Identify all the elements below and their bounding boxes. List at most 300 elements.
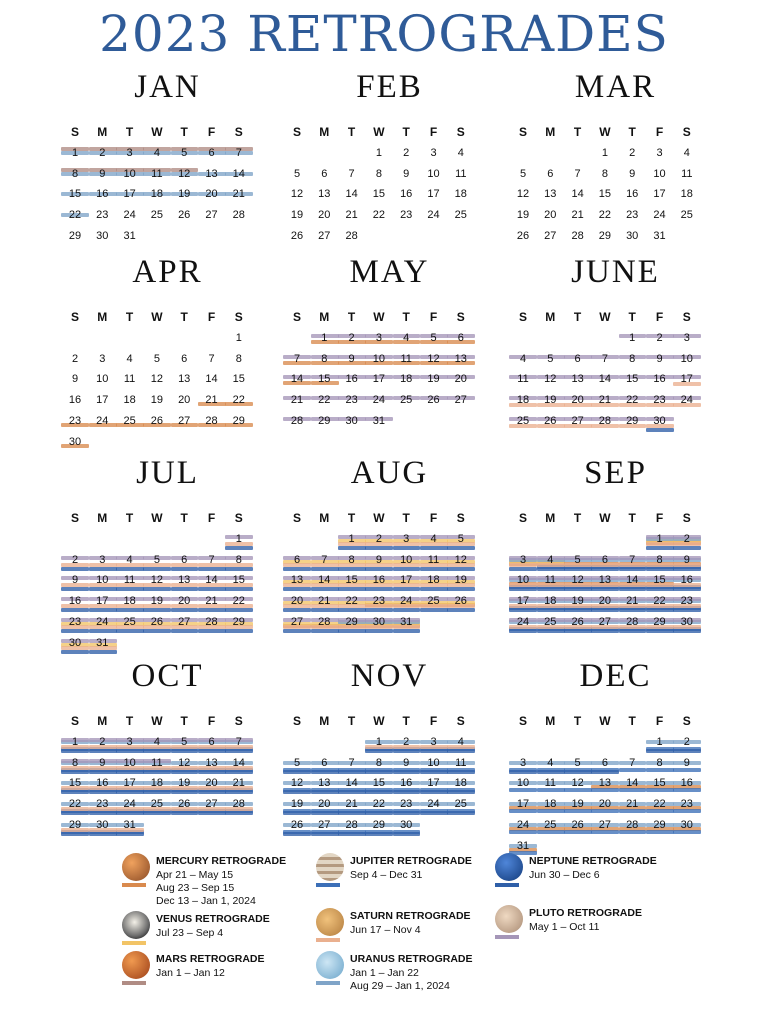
calendar-day: 3 [430, 147, 437, 159]
calendar-day: 5 [153, 553, 160, 566]
calendar-day: 29 [232, 615, 245, 628]
calendar-day: 24 [400, 595, 413, 608]
weekday-label: W [151, 310, 163, 324]
calendar-day: 7 [348, 167, 355, 180]
calendar-day: 15 [318, 373, 331, 386]
calendar-day: 28 [205, 615, 218, 628]
calendar-day: 18 [680, 188, 693, 201]
neptune-retrograde-bar [338, 546, 366, 550]
calendar-day: 16 [653, 373, 666, 386]
calendar-day: 19 [290, 209, 304, 222]
calendar-day: 4 [683, 147, 690, 159]
neptune-retrograde-bar [365, 770, 393, 774]
neptune-retrograde-bar [365, 749, 393, 753]
calendar-day: 13 [571, 373, 584, 386]
calendar-day: 9 [656, 352, 663, 365]
calendar-day: 11 [151, 167, 163, 180]
weekday-label: S [518, 511, 527, 525]
neptune-retrograde-bar [61, 832, 89, 836]
calendar-day: 21 [626, 595, 639, 608]
calendar-day: 11 [151, 756, 163, 769]
neptune-retrograde-bar [591, 770, 619, 774]
neptune-retrograde-bar [116, 587, 144, 591]
calendar-day: 19 [150, 394, 164, 407]
neptune-retrograde-bar [447, 749, 475, 753]
calendar-day: 13 [178, 373, 191, 386]
calendar-day: 16 [372, 574, 386, 587]
weekday-label: F [207, 125, 216, 139]
calendar-day: 18 [123, 595, 136, 608]
neptune-retrograde-bar [61, 629, 89, 633]
calendar-day: 14 [290, 373, 304, 386]
neptune-retrograde-bar [420, 790, 448, 794]
uranus-icon [316, 951, 344, 979]
calendar-day: 4 [126, 553, 133, 566]
calendar-day: 29 [372, 818, 386, 831]
calendar-day: 28 [571, 229, 584, 242]
weekday-label: F [207, 714, 216, 728]
calendar-day: 3 [656, 147, 663, 159]
weekday-label: T [402, 714, 410, 728]
calendar-day: 6 [574, 352, 581, 365]
neptune-retrograde-bar [420, 567, 448, 571]
calendar-day: 10 [123, 167, 136, 180]
calendar-day: 29 [653, 615, 666, 628]
calendar-day: 25 [454, 209, 467, 222]
weekday-label: F [655, 511, 664, 525]
neptune-retrograde-bar [311, 629, 339, 633]
neptune-retrograde-bar [338, 629, 366, 633]
neptune-retrograde-bar [116, 567, 144, 571]
month-aug [287, 456, 492, 646]
calendar-day: 4 [547, 756, 554, 769]
calendar-day: 14 [205, 373, 218, 386]
calendar-day: 11 [123, 373, 136, 386]
neptune-retrograde-bar [420, 770, 448, 774]
calendar-day: 7 [629, 553, 636, 566]
neptune-retrograde-bar [646, 428, 674, 432]
calendar-day: 2 [375, 533, 382, 545]
neptune-retrograde-bar [198, 567, 226, 571]
neptune-retrograde-bar [447, 770, 475, 774]
neptune-retrograde-bar [393, 546, 421, 550]
legend-date-range: Sep 4 – Dec 31 [350, 869, 423, 881]
weekday-label: T [125, 310, 134, 324]
calendar-day: 16 [400, 188, 413, 201]
calendar-day: 25 [150, 798, 164, 811]
neptune-retrograde-bar [61, 770, 89, 774]
calendar-day: 28 [205, 414, 218, 427]
neptune-retrograde-bar [591, 567, 619, 571]
calendar-day: 24 [427, 798, 440, 811]
calendar-day: 14 [571, 188, 584, 201]
weekday-label: S [70, 714, 79, 728]
calendar-day: 6 [181, 352, 188, 365]
neptune-retrograde-bar [283, 608, 311, 612]
month-name: AUG [350, 455, 429, 491]
neptune-retrograde-bar [591, 587, 619, 591]
calendar-day: 29 [345, 615, 358, 628]
month-name: OCT [131, 658, 204, 694]
calendar-day: 24 [516, 615, 530, 628]
legend-date-range: Apr 21 – May 15 [156, 869, 234, 881]
calendar-day: 12 [290, 777, 304, 790]
calendar-day: 17 [96, 394, 109, 407]
neptune-retrograde-bar [116, 770, 144, 774]
calendar-day: 18 [544, 798, 557, 811]
calendar-day: 6 [321, 756, 328, 769]
calendar-day: 15 [68, 188, 82, 201]
neptune-retrograde-bar [61, 650, 89, 654]
calendar-day: 25 [427, 595, 440, 608]
calendar-day: 14 [345, 777, 358, 790]
calendar-day: 28 [232, 798, 245, 811]
weekday-label: T [347, 310, 356, 324]
neptune-retrograde-bar [365, 811, 393, 815]
calendar-day: 8 [348, 553, 355, 566]
calendar-day: 30 [626, 229, 639, 242]
calendar-day: 5 [574, 553, 581, 566]
calendar-day: 23 [680, 798, 693, 811]
calendar-day: 29 [68, 818, 82, 831]
neptune-retrograde-bar [283, 790, 311, 794]
neptune-retrograde-bar [591, 629, 619, 633]
mars-color-swatch [122, 981, 146, 985]
calendar-day: 21 [205, 595, 218, 608]
calendar-day: 2 [99, 147, 106, 159]
weekday-label: T [628, 511, 636, 525]
calendar-day: 2 [71, 553, 79, 566]
calendar-day: 31 [123, 229, 136, 242]
calendar-day: 23 [400, 209, 413, 222]
calendar-day: 19 [571, 595, 584, 608]
weekday-label: T [180, 714, 188, 728]
neptune-retrograde-bar [537, 587, 565, 591]
neptune-retrograde-bar [393, 770, 421, 774]
neptune-retrograde-bar [225, 608, 253, 612]
calendar-day: 26 [290, 818, 304, 831]
weekday-label: M [319, 310, 330, 324]
calendar-day: 16 [680, 777, 693, 790]
calendar-day: 6 [181, 553, 188, 566]
legend-date-range: May 1 – Oct 11 [529, 921, 600, 933]
calendar-day: 30 [680, 615, 693, 628]
calendar-day: 12 [544, 373, 557, 386]
saturn-icon [316, 908, 344, 936]
calendar-day: 5 [547, 352, 554, 365]
neptune-retrograde-bar [143, 811, 171, 815]
calendar-day: 10 [400, 553, 413, 566]
calendar-day: 12 [150, 574, 164, 587]
neptune-retrograde-bar [564, 608, 592, 612]
calendar-day: 3 [99, 553, 106, 566]
calendar-day: 29 [232, 414, 245, 427]
calendar-day: 10 [516, 574, 530, 587]
neptune-retrograde-bar [283, 629, 311, 633]
calendar-day: 4 [153, 147, 160, 159]
calendar-day: 1 [235, 533, 242, 545]
month-sep [513, 456, 718, 646]
neptune-retrograde-bar [338, 832, 366, 836]
weekday-label: S [518, 125, 527, 139]
calendar-day: 25 [680, 209, 693, 222]
weekday-label: W [599, 714, 611, 728]
calendar-day: 21 [232, 777, 245, 790]
calendar-day: 12 [571, 777, 584, 790]
venus-icon [122, 911, 150, 939]
calendar-day: 27 [544, 229, 557, 242]
calendar-day: 18 [150, 188, 164, 201]
legend-planet-name: SATURN RETROGRADE [350, 910, 471, 922]
neptune-retrograde-bar [619, 567, 647, 571]
calendar-day: 12 [427, 352, 440, 365]
pluto-color-swatch [495, 935, 519, 939]
calendar-day: 2 [403, 147, 410, 159]
neptune-retrograde-bar [619, 587, 647, 591]
calendar-day: 31 [516, 839, 530, 852]
calendar-day: 28 [626, 818, 639, 831]
calendar-day: 3 [126, 147, 133, 159]
calendar-day: 5 [430, 332, 437, 344]
neptune-retrograde-bar [420, 546, 448, 550]
weekday-label: M [545, 511, 556, 525]
calendar-day: 15 [598, 188, 612, 201]
calendar-day: 4 [457, 736, 464, 748]
calendar-day: 1 [375, 147, 382, 159]
calendar-day: 9 [71, 373, 79, 386]
neptune-retrograde-bar [591, 608, 619, 612]
calendar-day: 27 [318, 229, 331, 242]
weekday-label: W [373, 714, 385, 728]
month-name: JAN [134, 69, 201, 105]
calendar-day: 19 [178, 777, 191, 790]
calendar-day: 16 [345, 373, 358, 386]
neptune-retrograde-bar [171, 790, 199, 794]
legend-date-range: Jun 17 – Nov 4 [350, 924, 421, 936]
month-may [287, 255, 492, 445]
weekday-label: S [682, 310, 691, 324]
calendar-day: 10 [123, 756, 136, 769]
calendar-day: 22 [653, 798, 666, 811]
jupiter-icon [316, 853, 344, 881]
neptune-retrograde-bar [311, 790, 339, 794]
neptune-retrograde-bar [61, 811, 89, 815]
calendar-day: 26 [571, 615, 584, 628]
calendar-day: 7 [208, 352, 215, 365]
calendar-day: 18 [400, 373, 413, 386]
calendar-day: 10 [516, 777, 530, 790]
calendar-day: 24 [653, 209, 666, 222]
calendar-day: 5 [293, 167, 301, 180]
neptune-retrograde-bar [537, 629, 565, 633]
calendar-day: 2 [629, 147, 636, 159]
neptune-retrograde-bar [338, 567, 366, 571]
neptune-retrograde-bar [365, 608, 393, 612]
calendar-day: 27 [205, 209, 218, 222]
neptune-retrograde-bar [116, 749, 144, 753]
calendar-day: 26 [178, 209, 191, 222]
calendar-day: 13 [205, 167, 218, 180]
calendar-day: 10 [96, 574, 109, 587]
month-name: JUNE [571, 254, 660, 290]
calendar-day: 7 [629, 756, 636, 769]
calendar-day: 13 [290, 574, 304, 587]
neptune-retrograde-bar [338, 587, 366, 591]
calendar-day: 15 [653, 777, 666, 790]
weekday-label: S [234, 714, 243, 728]
neptune-retrograde-bar [225, 749, 253, 753]
calendar-day: 5 [153, 352, 160, 365]
page-title: 2023 RETROGRADES [99, 5, 669, 63]
calendar-day: 29 [653, 818, 666, 831]
calendar-day: 14 [598, 373, 612, 386]
calendar-day: 20 [318, 798, 331, 811]
neptune-retrograde-bar [61, 749, 89, 753]
neptune-retrograde-bar [447, 608, 475, 612]
calendar-day: 13 [318, 777, 331, 790]
calendar-day: 23 [68, 615, 82, 628]
calendar-day: 8 [235, 352, 242, 365]
month-name: DEC [579, 658, 652, 694]
weekday-label: F [429, 714, 438, 728]
neptune-retrograde-bar [225, 770, 253, 774]
calendar-day: 4 [126, 352, 133, 365]
calendar-day: 25 [544, 818, 557, 831]
weekday-label: W [373, 511, 385, 525]
jupiter-color-swatch [316, 883, 340, 887]
calendar-day: 16 [68, 595, 82, 608]
weekday-label: S [234, 310, 243, 324]
month-name: FEB [356, 69, 423, 105]
neptune-retrograde-bar [365, 629, 393, 633]
weekday-label: F [429, 125, 438, 139]
calendar-day: 15 [68, 777, 82, 790]
calendar-day: 26 [150, 615, 164, 628]
calendar-day: 27 [178, 414, 191, 427]
calendar-day: 18 [123, 394, 136, 407]
calendar-day: 3 [126, 736, 133, 748]
neptune-retrograde-bar [564, 629, 592, 633]
calendar-day: 22 [653, 595, 666, 608]
calendar-day: 25 [516, 414, 530, 427]
month-oct [65, 659, 270, 849]
calendar-day: 23 [68, 414, 82, 427]
neptune-retrograde-bar [311, 811, 339, 815]
calendar-day: 8 [235, 553, 242, 566]
weekday-label: T [573, 125, 582, 139]
calendar-day: 26 [544, 414, 557, 427]
calendar-day: 22 [232, 394, 245, 407]
mars-icon [122, 951, 150, 979]
calendar-day: 27 [290, 615, 304, 628]
calendar-day: 13 [454, 352, 467, 365]
calendar-day: 1 [71, 736, 79, 748]
weekday-label: M [545, 714, 556, 728]
neptune-retrograde-bar [509, 629, 537, 633]
calendar-day: 1 [601, 147, 608, 159]
neptune-retrograde-bar [116, 790, 144, 794]
calendar-day: 13 [598, 574, 612, 587]
calendar-day: 15 [626, 373, 639, 386]
calendar-day: 25 [123, 615, 136, 628]
neptune-retrograde-bar [447, 546, 475, 550]
neptune-retrograde-bar [198, 790, 226, 794]
neptune-retrograde-bar [509, 608, 537, 612]
calendar-day: 4 [519, 352, 527, 365]
neptune-retrograde-bar [646, 629, 674, 633]
neptune-retrograde-bar [673, 587, 701, 591]
month-nov [287, 659, 492, 849]
neptune-retrograde-bar [311, 567, 339, 571]
neptune-retrograde-bar [143, 790, 171, 794]
calendar-day: 24 [427, 209, 440, 222]
calendar-day: 21 [626, 798, 639, 811]
calendar-day: 26 [516, 229, 530, 242]
month-name: MAR [574, 69, 657, 105]
calendar-day: 28 [318, 615, 331, 628]
calendar-day: 22 [345, 595, 358, 608]
calendar-day: 2 [683, 533, 690, 545]
calendar-day: 11 [400, 352, 412, 365]
calendar-day: 16 [96, 777, 109, 790]
weekday-label: S [70, 125, 79, 139]
calendar-day: 18 [516, 394, 530, 407]
calendar-day: 18 [454, 188, 467, 201]
neptune-retrograde-bar [171, 770, 199, 774]
calendar-day: 20 [571, 394, 584, 407]
calendar-day: 17 [653, 188, 666, 201]
calendar-day: 17 [516, 798, 530, 811]
calendar-day: 24 [96, 615, 109, 628]
calendar-day: 8 [629, 352, 636, 365]
weekday-label: W [151, 125, 163, 139]
weekday-label: F [655, 310, 664, 324]
calendar-day: 11 [544, 777, 556, 790]
calendar-day: 29 [626, 414, 639, 427]
calendar-day: 24 [123, 798, 136, 811]
calendar-day: 27 [318, 818, 331, 831]
calendar-day: 7 [601, 352, 608, 365]
calendar-day: 19 [571, 798, 584, 811]
calendar-day: 26 [427, 394, 440, 407]
weekday-label: S [70, 511, 79, 525]
calendar-day: 11 [681, 167, 693, 180]
neptune-retrograde-bar [198, 749, 226, 753]
legend-planet-name: NEPTUNE RETROGRADE [529, 855, 657, 867]
calendar-day: 22 [318, 394, 331, 407]
calendar-day: 19 [290, 798, 304, 811]
weekday-label: T [180, 511, 188, 525]
neptune-retrograde-bar [311, 832, 339, 836]
calendar-day: 11 [455, 756, 467, 769]
legend-planet-name: URANUS RETROGRADE [350, 953, 473, 965]
calendar-day: 16 [400, 777, 413, 790]
weekday-label: S [292, 125, 301, 139]
calendar-day: 25 [150, 209, 164, 222]
neptune-retrograde-bar [283, 567, 311, 571]
calendar-day: 27 [598, 615, 612, 628]
neptune-retrograde-bar [646, 567, 674, 571]
calendar-day: 20 [205, 777, 218, 790]
weekday-label: F [429, 511, 438, 525]
calendar-day: 17 [427, 188, 440, 201]
calendar-day: 31 [372, 414, 386, 427]
neptune-retrograde-bar [89, 608, 117, 612]
neptune-retrograde-bar [283, 811, 311, 815]
neptune-retrograde-bar [283, 832, 311, 836]
calendar-day: 19 [454, 574, 467, 587]
neptune-retrograde-bar [365, 567, 393, 571]
